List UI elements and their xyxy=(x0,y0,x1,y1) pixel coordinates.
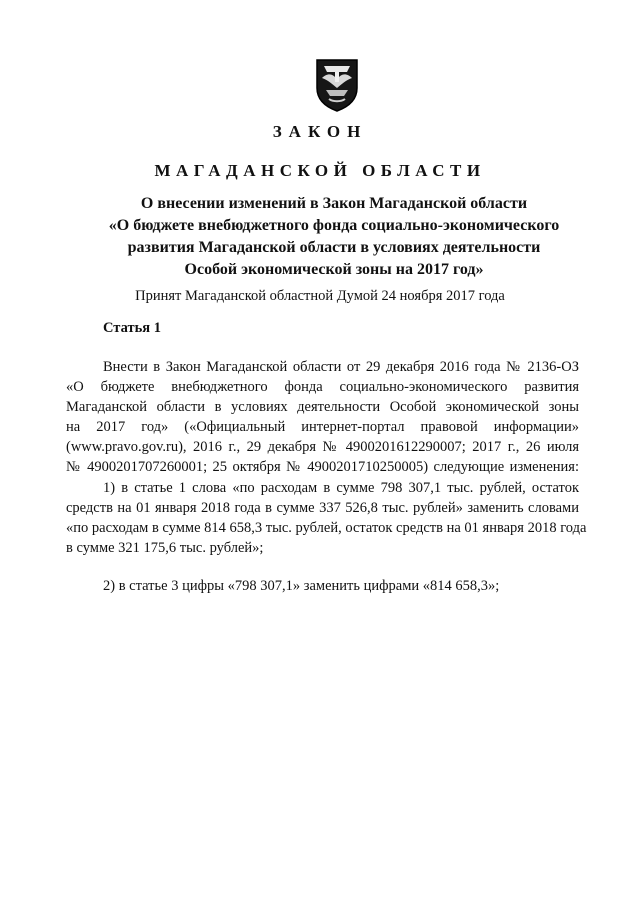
text-line: № 4900201707260001; 25 октября № 4900201710250005) следующие изменения: xyxy=(66,459,579,475)
text-line: «по расходам в сумме 814 658,3 тыс. рублей, остаток средств на 01 января 2018 года xyxy=(66,520,587,536)
paragraph-intro xyxy=(66,357,579,477)
text-line: 2) в статье 3 цифры «798 307,1» заменить цифрами «814 658,3»; xyxy=(103,578,500,594)
text-line: средств на 01 января 2018 года в сумме 337 526,8 тыс. рублей» заменить словами xyxy=(66,500,579,516)
text-line: Магаданской области в условиях деятельности Особой экономической зоны xyxy=(66,399,579,415)
paragraph-item-2 xyxy=(66,576,579,596)
coat-of-arms-icon xyxy=(314,58,360,112)
text-line: (www.pravo.gov.ru), 2016 г., 29 декабря № 4900201612290007; 2017 г., 26 июля xyxy=(66,439,579,455)
title-line: развития Магаданской области в условиях деятельности xyxy=(127,239,541,256)
text-line: «О бюджете внебюджетного фонда социально-экономического развития xyxy=(66,379,579,395)
title-line: «О бюджете внебюджетного фонда социально-экономического xyxy=(108,217,560,234)
adoption-note: Принят Магаданской областной Думой 24 ноября 2017 года xyxy=(135,288,505,304)
text-line: на 2017 год» («Официальный интернет-портал правовой информации» xyxy=(66,419,579,435)
text-line: Внести в Закон Магаданской области от 29 декабря 2016 года № 2136-ОЗ xyxy=(103,359,579,375)
paragraph-item-1 xyxy=(66,478,587,558)
title-line: Особой экономической зоны на 2017 год» xyxy=(184,261,484,278)
article-heading: Статья 1 xyxy=(103,320,161,336)
law-title xyxy=(60,193,608,281)
title-line: О внесении изменений в Закон Магаданской области xyxy=(140,195,528,212)
text-line: 1) в статье 1 слова «по расходам в сумме 798 307,1 тыс. рублей, остаток xyxy=(103,480,579,496)
document-type-heading: ЗАКОН xyxy=(272,122,368,141)
region-heading: МАГАДАНСКОЙ ОБЛАСТИ xyxy=(154,161,486,180)
text-line: в сумме 321 175,6 тыс. рублей»; xyxy=(66,540,264,556)
